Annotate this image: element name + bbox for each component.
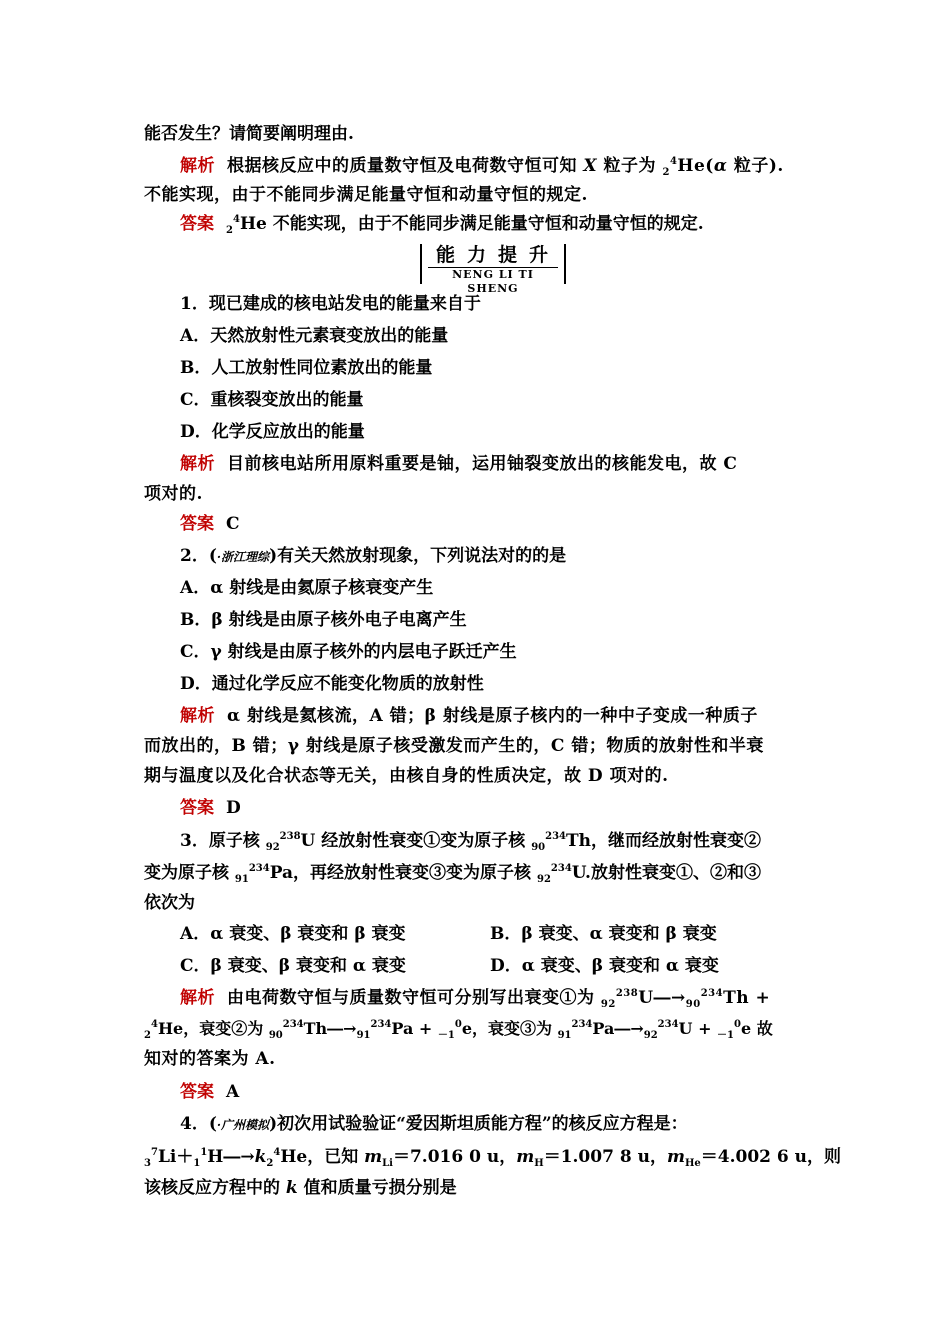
q2-analysis: 解析 α 射线是氦核流，A 错；β 射线是原子核内的一种中子变成一种质子	[180, 706, 758, 726]
answer-label: 答案	[180, 214, 214, 234]
q3-option-a: A．α 衰变、β 衰变和 β 衰变	[180, 924, 406, 944]
q3-answer: 答案 A	[180, 1082, 240, 1102]
analysis-label: 解析	[180, 454, 215, 474]
q1-option-c: C．重核裂变放出的能量	[180, 390, 364, 410]
q2-option-c: C．γ 射线是由原子核外的内层电子跃迁产生	[180, 642, 517, 662]
question-4-stem: 4．(·广州模拟)初次用试验验证“爱因斯坦质能方程”的核反应方程是：	[180, 1114, 688, 1134]
q1-option-a: A．天然放射性元素衰变放出的能量	[180, 326, 449, 346]
question-2-stem: 2．(·浙江理综)有关天然放射现象，下列说法对的的是	[180, 546, 567, 566]
section-banner	[420, 244, 566, 295]
q3-option-c: C．β 衰变、β 衰变和 α 衰变	[180, 956, 406, 976]
q1-analysis: 解析 目前核电站所用原料重要是铀，运用铀裂变放出的核能发电，故 C	[180, 454, 738, 474]
q3-analysis-cont: $_2^4$He，衰变②为 $_{90}^{234}Th―\to_{91}^{234}Pa + _{-1}^0e$，衰变③为 $_{91}^{234}Pa―\to_{92}^{234}U + _{-1}^0e$ 故	[144, 1019, 773, 1041]
q1-answer: 答案 C	[180, 514, 240, 534]
banner-subtitle: NENG LI TI SHENG	[428, 267, 558, 296]
q2-analysis-cont: 期与温度以及化合状态等无关，由核自身的性质决定，故 D 项对的.	[144, 766, 669, 786]
question-3-stem: 3．原子核 $_{92}^{238}$U 经放射性衰变①变为原子核 $_{90}^{234}$Th，继而经放射性衰变②	[180, 831, 762, 853]
question-4-equation: $_3^7Li+_1^1H―\to k_2^4He$，已知 $m_{Li}=7.016$ 0 u，$m_H=1.007$ 8 u，$m_{He}=4.002$ 6 u，则	[144, 1147, 842, 1169]
q1-option-b: B．人工放射性同位素放出的能量	[180, 358, 433, 378]
q1-analysis-cont: 项对的.	[144, 484, 203, 504]
q2-option-a: A．α 射线是由氦原子核衰变产生	[180, 578, 434, 598]
intro-answer: 答案 $_2^4$He 不能实现，由于不能同步满足能量守恒和动量守恒的规定.	[180, 214, 704, 236]
q2-option-b: B．β 射线是由原子核外电子电离产生	[180, 610, 467, 630]
q3-options-row-1	[180, 922, 810, 946]
analysis-label: 解析	[180, 988, 215, 1008]
answer-label: 答案	[180, 514, 214, 534]
question-4-stem-cont: 该核反应方程中的 k 值和质量亏损分别是	[144, 1178, 457, 1198]
answer-label: 答案	[180, 798, 214, 818]
analysis-label: 解析	[180, 706, 215, 726]
answer-label: 答案	[180, 1082, 214, 1102]
q2-answer: 答案 D	[180, 798, 241, 818]
question-3-stem-cont: 依次为	[144, 893, 195, 913]
q3-option-d: D．α 衰变、β 衰变和 α 衰变	[490, 956, 719, 976]
q2-analysis-cont: 而放出的，B 错；γ 射线是原子核受激发而产生的，C 错；物质的放射性和半衰	[144, 736, 764, 756]
source-tag: ·广州模拟	[216, 1118, 270, 1132]
source-tag: ·浙江理综	[216, 550, 270, 564]
question-1-stem: 1．现已建成的核电站发电的能量来自于	[180, 294, 481, 314]
q3-analysis-cont: 知对的答案为 A.	[144, 1049, 276, 1069]
banner-title: 能力提升	[435, 244, 560, 266]
intro-line: 能否发生？请简要阐明理由.	[144, 124, 354, 144]
q2-option-d: D．通过化学反应不能变化物质的放射性	[180, 674, 484, 694]
intro-analysis-cont: 不能实现，由于不能同步满足能量守恒和动量守恒的规定.	[144, 185, 588, 205]
q3-analysis: 解析 由电荷数守恒与质量数守恒可分别写出衰变①为 $_{92}^{238}U―\to_{90}^{234}Th$ +	[180, 988, 771, 1010]
analysis-label: 解析	[180, 156, 215, 176]
q3-option-b: B．β 衰变、α 衰变和 β 衰变	[490, 924, 717, 944]
intro-analysis: 解析 根据核反应中的质量数守恒及电荷数守恒可知 X 粒子为 $_2^4$He(α 粒子).	[180, 156, 784, 178]
question-3-stem-cont: 变为原子核 $_{91}^{234}$Pa，再经放射性衰变③变为原子核 $_{92}^{234}$U.放射性衰变①、②和③	[144, 863, 761, 885]
q3-options-row-2	[180, 954, 810, 978]
q1-option-d: D．化学反应放出的能量	[180, 422, 365, 442]
